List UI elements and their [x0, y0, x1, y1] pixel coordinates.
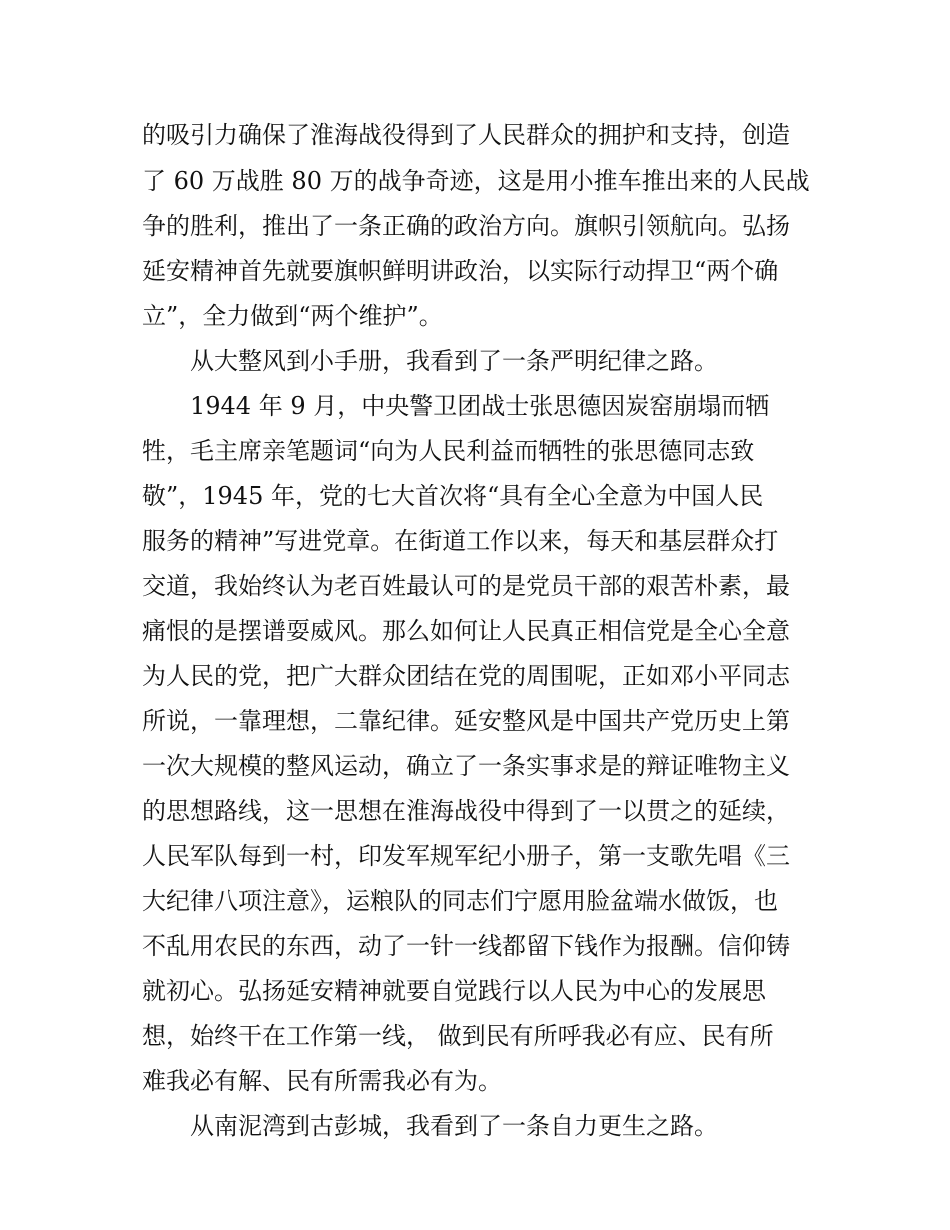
text-line: 大纪律八项注意》，运粮队的同志们宁愿用脸盆端水做饭，也 — [142, 887, 778, 915]
text-line: 想，始终干在工作第一线， 做到民有所呼我必有应、民有所 — [142, 1022, 774, 1050]
text-line: 了 60 万战胜 80 万的战争奇迹，这是用小推车推出来的人民战 — [142, 167, 810, 195]
text-line: 人民军队每到一村，印发军规军纪小册子，第一支歌先唱《三 — [142, 842, 790, 870]
text-line: 为人民的党，把广大群众团结在党的周围呢，正如邓小平同志 — [142, 662, 790, 690]
text-line: 不乱用农民的东西，动了一针一线都留下钱作为报酬。信仰铸 — [142, 932, 790, 960]
text-line: 1944 年 9 月，中央警卫团战士张思德因炭窑崩塌而牺 — [190, 392, 770, 420]
text-line: 立”，全力做到“两个维护”。 — [142, 302, 443, 330]
text-line: 延安精神首先就要旗帜鲜明讲政治，以实际行动捍卫“两个确 — [142, 257, 779, 285]
text-line: 牲，毛主席亲笔题词“向为人民利益而牺牲的张思德同志致 — [142, 437, 755, 465]
text-line: 就初心。弘扬延安精神就要自觉践行以人民为中心的发展思 — [142, 977, 766, 1005]
text-line: 敬”，1945 年，党的七大首次将“具有全心全意为中国人民 — [142, 482, 764, 510]
section-heading: 从大整风到小手册，我看到了一条严明纪律之路。 — [190, 347, 718, 375]
text-line: 所说，一靠理想，二靠纪律。延安整风是中国共产党历史上第 — [142, 707, 790, 735]
text-line: 痛恨的是摆谱耍威风。那么如何让人民真正相信党是全心全意 — [142, 617, 790, 645]
text-line: 服务的精神”写进党章。在街道工作以来，每天和基层群众打 — [142, 527, 779, 555]
text-line: 的吸引力确保了淮海战役得到了人民群众的拥护和支持，创造 — [142, 121, 790, 149]
text-line: 难我必有解、民有所需我必有为。 — [142, 1067, 502, 1095]
text-line: 争的胜利，推出了一条正确的政治方向。旗帜引领航向。弘扬 — [142, 212, 790, 240]
text-line: 交道，我始终认为老百姓最认可的是党员干部的艰苦朴素，最 — [142, 572, 790, 600]
text-line: 一次大规模的整风运动，确立了一条实事求是的辩证唯物主义 — [142, 752, 790, 780]
text-line: 的思想路线，这一思想在淮海战役中得到了一以贯之的延续， — [142, 797, 790, 825]
section-heading: 从南泥湾到古彭城，我看到了一条自力更生之路。 — [190, 1112, 718, 1140]
